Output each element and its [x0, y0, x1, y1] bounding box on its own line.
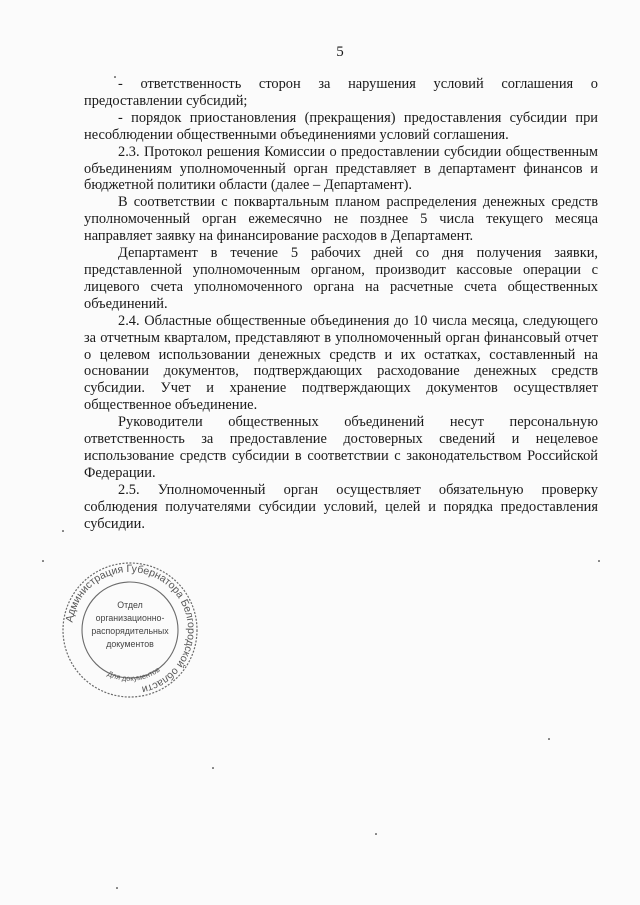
scan-speck — [114, 76, 116, 78]
scan-speck — [116, 887, 118, 889]
scan-speck — [548, 738, 550, 740]
scan-speck — [62, 530, 64, 532]
paragraph: Руководители общественных объединений несут персональную ответственность за предоставление достоверных сведений и нецелевое использование средств субсидии в соответствии с законодательством Российской Федерации. — [84, 414, 598, 481]
stamp-line: распорядительных — [91, 626, 169, 636]
official-stamp — [60, 560, 200, 700]
scan-speck — [598, 560, 600, 562]
scan-speck — [375, 833, 377, 835]
document-body — [84, 76, 598, 532]
scan-speck — [42, 560, 44, 562]
page-number: 5 — [336, 44, 344, 60]
paragraph: - порядок приостановления (прекращения) предоставления субсидии при несоблюдении общественными объединениями условий соглашения. — [84, 109, 598, 143]
paragraph: В соответствии с поквартальным планом распределения денежных средств уполномоченный орган ежемесячно не позднее 5 числа текущего месяца направляет заявку на финансирование расходов в Департамент. — [84, 194, 598, 245]
scan-speck — [212, 767, 214, 769]
paragraph: 2.5. Уполномоченный орган осуществляет обязательную проверку соблюдения получателями субсидии условий, целей и порядка предоставления субсидии. — [84, 481, 598, 532]
stamp-line: документов — [106, 639, 154, 649]
paragraph: 2.3. Протокол решения Комиссии о предоставлении субсидии общественным объединениям уполномоченный орган представляет в департамент финансов и бюджетной политики области (далее – Департамент). — [84, 143, 598, 194]
stamp-ring-text: Администрация Губернатора Белгородской области — [63, 562, 198, 696]
paragraph: Департамент в течение 5 рабочих дней со дня получения заявки, представленной уполномоченным органом, производит кассовые операции с лицевого счета уполномоченного органа на расчетные счета общественных объединений. — [84, 245, 598, 312]
stamp-line: Отдел — [117, 600, 143, 610]
stamp-bottom-text: Для документов — [106, 664, 162, 683]
paragraph: 2.4. Областные общественные объединения до 10 числа месяца, следующего за отчетным кварталом, представляют в уполномоченный орган финансовый отчет о целевом использовании денежных средств и их остатках, составленный на основании документов, подтверждающих расходование денежных средств субсидии. Учет и хранение подтверждающих документов осуществляет общественное объединение. — [84, 312, 598, 414]
paragraph: - ответственность сторон за нарушения условий соглашения о предоставлении субсидий; — [84, 76, 598, 109]
stamp-line: организационно- — [95, 613, 165, 623]
